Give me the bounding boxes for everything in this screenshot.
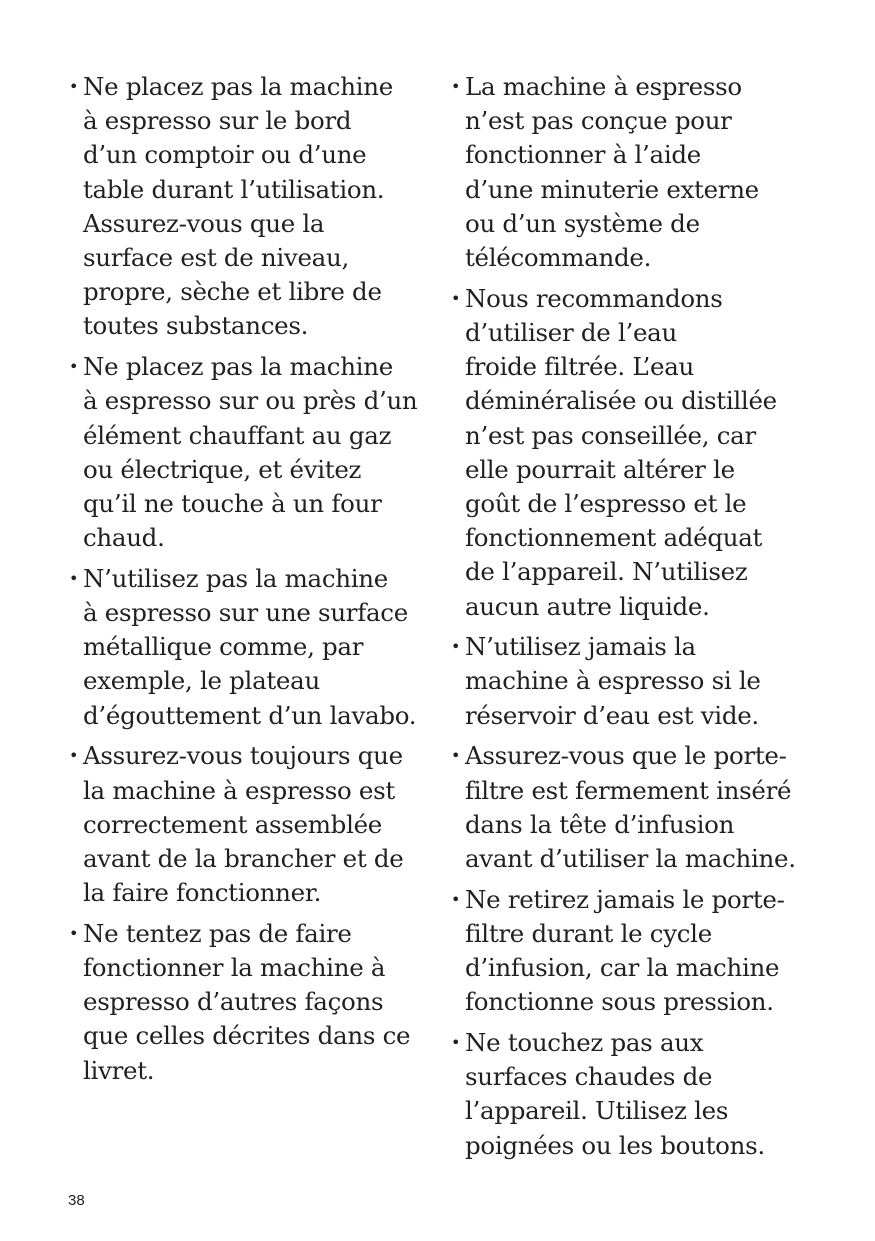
safety-item-line: la faire fonctionner. (83, 878, 322, 908)
safety-item-line: d’un comptoir ou d’une (83, 140, 367, 170)
safety-item-line: d’une minuterie externe (465, 174, 759, 204)
safety-item-line: machine à espresso si le (465, 666, 761, 696)
safety-item-line: l’appareil. Utilisez les (465, 1096, 729, 1126)
safety-item-line: Assurez-vous que le porte- (465, 741, 787, 771)
safety-item (68, 70, 440, 344)
safety-item-line: poignées ou les boutons. (465, 1130, 765, 1160)
safety-item-line: Ne tentez pas de faire (83, 918, 352, 948)
bullet-icon: • (69, 746, 79, 766)
safety-item-line: goût de l’espresso et le (465, 488, 747, 518)
safety-item-line: fonctionne sous pression. (465, 987, 774, 1017)
safety-item-line: Ne retirez jamais le porte- (465, 884, 785, 914)
bullet-icon: • (451, 746, 461, 766)
safety-item-line: métallique comme, par (83, 632, 364, 662)
safety-item-line: surface est de niveau, (83, 243, 349, 273)
bullet-icon: • (451, 637, 461, 657)
safety-item-line: table durant l’utilisation. (83, 174, 385, 204)
safety-item (450, 883, 810, 1020)
safety-item-line: chaud. (83, 523, 165, 553)
page-number: 38 (68, 1192, 85, 1209)
safety-item-line: la machine à espresso est (83, 775, 395, 805)
safety-item-line: ou électrique, et évitez (83, 454, 362, 484)
safety-item-line: d’utiliser de l’eau (465, 317, 677, 347)
safety-item-line: froide filtrée. L’eau (465, 352, 694, 382)
safety-item-line: fonctionner la machine à (83, 953, 386, 983)
safety-item-line: filtre est fermement inséré (465, 775, 792, 805)
safety-item-line: déminéralisée ou distillée (465, 386, 777, 416)
safety-item-line: avant de la brancher et de (83, 843, 404, 873)
safety-item (450, 630, 810, 733)
safety-item-line: n’est pas conçue pour (465, 106, 732, 136)
bullet-icon: • (451, 1032, 461, 1052)
bullet-icon: • (69, 77, 79, 96)
safety-item-line: livret. (83, 1055, 155, 1085)
safety-item-line: aucun autre liquide. (465, 591, 710, 621)
safety-item (68, 350, 440, 555)
safety-item-line: Assurez-vous toujours que (83, 741, 403, 771)
bullet-icon: • (451, 889, 461, 909)
safety-item-line: télécommande. (465, 243, 652, 273)
bullet-icon: • (69, 568, 79, 588)
safety-item-line: N’utilisez pas la machine (83, 563, 388, 593)
left-safety-list (68, 70, 440, 1088)
safety-item-line: à espresso sur une surface (83, 598, 408, 628)
safety-item-line: à espresso sur ou près d’un (83, 386, 418, 416)
safety-item-line: surfaces chaudes de (465, 1062, 713, 1092)
right-column (450, 70, 810, 1169)
safety-item-line: N’utilisez jamais la (465, 632, 696, 662)
safety-item-line: ou d’un système de (465, 208, 700, 238)
safety-item-line: toutes substances. (83, 311, 309, 341)
safety-item (68, 562, 440, 733)
safety-item-line: espresso d’autres façons (83, 987, 384, 1017)
bullet-icon: • (451, 288, 461, 308)
safety-item-line: Ne placez pas la machine (83, 72, 393, 101)
safety-item-line: Nous recommandons (465, 283, 723, 313)
safety-item-line: que celles décrites dans ce (83, 1021, 411, 1051)
safety-item-line: réservoir d’eau est vide. (465, 700, 759, 730)
safety-item (450, 282, 810, 624)
safety-item-line: propre, sèche et libre de (83, 277, 382, 307)
safety-item-line: dans la tête d’infusion (465, 809, 735, 839)
safety-item-line: de l’appareil. N’utilisez (465, 557, 748, 587)
safety-item (68, 917, 440, 1088)
safety-item-line: correctement assemblée (83, 809, 383, 839)
safety-item-line: fonctionner à l’aide (465, 140, 701, 170)
safety-item-line: La machine à espresso (465, 72, 742, 101)
safety-item-line: exemple, le plateau (83, 666, 320, 696)
safety-item-line: qu’il ne touche à un four (83, 488, 382, 518)
safety-item-line: à espresso sur le bord (83, 106, 352, 136)
bullet-icon: • (451, 77, 461, 96)
safety-item-line: élément chauffant au gaz (83, 420, 392, 450)
safety-item-line: n’est pas conseillée, car (465, 420, 756, 450)
safety-item-line: Ne placez pas la machine (83, 352, 393, 382)
safety-item-line: filtre durant le cycle (465, 918, 712, 948)
safety-item-line: elle pourrait altérer le (465, 454, 735, 484)
safety-item (68, 739, 440, 910)
bullet-icon: • (69, 357, 79, 377)
safety-item-line: d’égouttement d’un lavabo. (83, 700, 417, 730)
safety-item-line: Ne touchez pas aux (465, 1027, 704, 1057)
safety-item (450, 70, 810, 275)
safety-item-line: d’infusion, car la machine (465, 953, 780, 983)
safety-item (450, 1026, 810, 1163)
safety-item-line: avant d’utiliser la machine. (465, 843, 796, 873)
bullet-icon: • (69, 923, 79, 943)
left-column (68, 70, 440, 1094)
safety-item (450, 739, 810, 876)
safety-item-line: fonctionnement adéquat (465, 523, 763, 553)
right-safety-list (450, 70, 810, 1163)
safety-item-line: Assurez-vous que la (83, 208, 325, 238)
